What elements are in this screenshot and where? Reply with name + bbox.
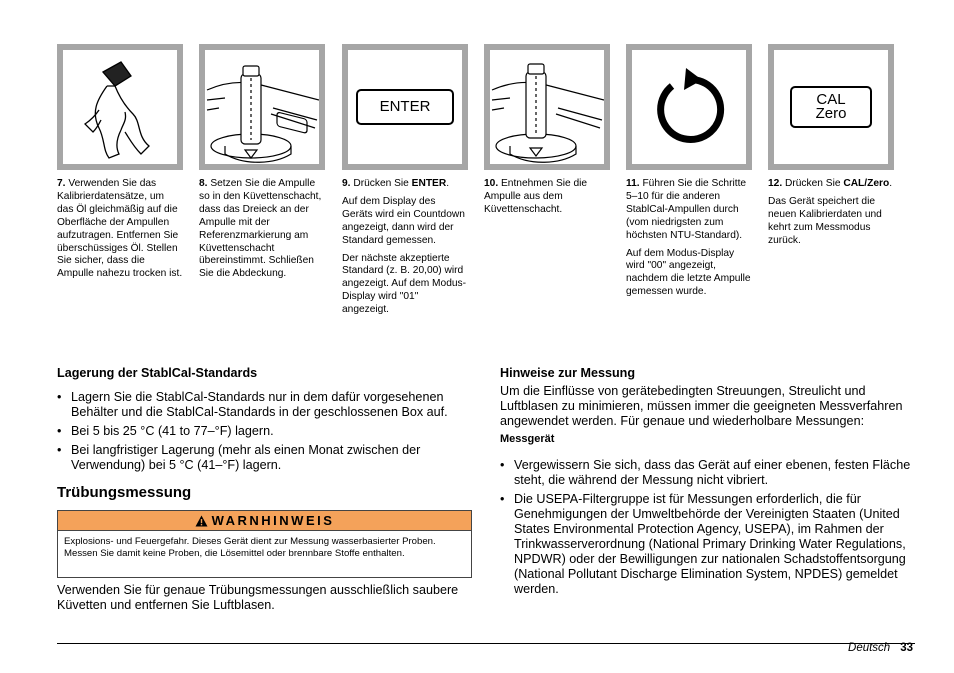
footer-rule [57, 643, 915, 644]
step-12-key: CAL/Zero [843, 178, 890, 189]
step-11-number: 11. [626, 178, 640, 189]
step-7-number: 7. [57, 178, 66, 189]
storage-item-2: • Bei 5 bis 25 °C (41 to 77–°F) lagern. [57, 424, 477, 439]
storage-item-1: • Lagern Sie die StablCal-Standards nur in dem dafür vorgesehenen Behälter und die StablCal-Standards in der geschlossenen Box auf. [57, 390, 477, 420]
warning-title: WARNHINWEIS [211, 513, 335, 528]
step-11-text-2: Auf dem Modus-Display wird "00" angezeigt, nachdem die letzte Ampulle gemessen wurde. [626, 247, 751, 298]
step-10-number: 10. [484, 178, 499, 189]
notes-heading: Hinweise zur Messung [500, 366, 636, 380]
step-9-post: . [446, 178, 450, 189]
warning-triangle-icon [195, 515, 208, 527]
device-list [500, 458, 920, 601]
storage-item-3: • Bei langfristiger Lagerung (mehr als einen Monat zwischen der Verwendung) bei 5 °C (41–°F) lagern. [57, 443, 477, 473]
step-7-illustration [57, 44, 183, 170]
footer [848, 642, 913, 654]
step-9 [342, 44, 468, 322]
step-12-post: . [889, 178, 893, 189]
cal-zero-key-icon [790, 86, 872, 128]
device-item-1: • Vergewissern Sie sich, dass das Gerät auf einer ebenen, festen Fläche steht, die während der Messung nicht vibriert. [500, 458, 920, 488]
page-number: 33 [900, 642, 913, 654]
storage-list [57, 390, 477, 477]
step-12-illustration [768, 44, 894, 170]
step-10-illustration [484, 44, 610, 170]
step-12-pre: Drücken Sie [785, 178, 844, 189]
step-9-illustration [342, 44, 468, 170]
step-12-text: Das Gerät speichert die neuen Kalibrierdaten und kehrt zum Messmodus zurück. [768, 195, 882, 246]
step-12-number: 12. [768, 178, 783, 189]
step-9-number: 9. [342, 178, 351, 189]
warning-text: Explosions- und Feuergefahr. Dieses Gerät dient zur Messung wasserbasierter Proben. Messen Sie damit keine Proben, die Lösemittel oder brennbare Stoffe enthalten. [64, 536, 436, 560]
step-11-illustration [626, 44, 752, 170]
step-7-text: Verwenden Sie das Kalibrierdatensätze, um das Öl gleichmäßig auf die Oberfläche der Ampullen aufzutragen. Entfernen Sie überschüssiges Öl. Stellen Sie sicher, dass die Ampulle nahezu trocken ist. [57, 178, 183, 280]
enter-key-icon: ENTER [356, 89, 454, 125]
cloth-ampoule-icon [63, 50, 177, 164]
warning-box [57, 510, 472, 578]
step-10 [484, 44, 610, 222]
insert-ampoule-icon [205, 50, 319, 164]
section-heading: Trübungsmessung [57, 484, 192, 501]
footer-language: Deutsch [848, 642, 891, 654]
zero-key-label: Zero [815, 105, 847, 122]
step-8-illustration [199, 44, 325, 170]
step-9-pre: Drücken Sie [353, 178, 412, 189]
device-heading: Messgerät [500, 433, 555, 445]
step-8 [199, 44, 325, 286]
repeat-icon [632, 50, 746, 164]
step-11-text-1: Führen Sie die Schritte 5–10 für die anderen StablCal-Ampullen durch (vom niedrigsten zum höchsten NTU-Standard). [626, 178, 747, 241]
step-10-text: Entnehmen Sie die Ampulle aus dem Küvettenschacht. [484, 178, 588, 215]
remove-ampoule-icon [490, 50, 604, 164]
step-11 [626, 44, 752, 304]
storage-heading: Lagerung der StablCal-Standards [57, 366, 258, 380]
cal-key-label: CAL [816, 91, 846, 108]
after-warning-text: Verwenden Sie für genaue Trübungsmessungen ausschließlich saubere Küvetten und entfernen Sie Luftblasen. [57, 583, 459, 612]
step-8-number: 8. [199, 178, 208, 189]
step-8-text: Setzen Sie die Ampulle so in den Küvettenschacht, dass das Dreieck an der Ampulle mit der Referenzmarkierung am Küvettenschacht übereinstimmt. Schließen Sie die Abdeckung. [199, 178, 322, 280]
step-9-text-1: Auf dem Display des Geräts wird ein Countdown angezeigt, dann wird der Standard gemessen. [342, 195, 465, 246]
step-7 [57, 44, 183, 286]
step-9-text-2: Der nächste akzeptierte Standard (z. B. 20,00) wird angezeigt. Auf dem Modus-Display wird "01" angezeigt. [342, 252, 467, 316]
notes-text: Um die Einflüsse von gerätebedingten Streuungen, Streulicht und Luftblasen zu minimieren, müssen immer die geeigneten Messverfahren angewendet werden. Für genaue und wiederholbare Messungen: [500, 384, 903, 428]
step-9-key: ENTER [411, 178, 447, 189]
device-item-2: • Die USEPA-Filtergruppe ist für Messungen erforderlich, die für Genehmigungen der Umweltbehörde der Vereinigten Staaten (United States Environmental Protection Agency, USEPA), im Rahmen der Trinkwasserverordnung (National Primary Drinking Water Regulations, NPDWR) oder der Bewilligungen zur nationalen Schadstoffentsorgung (National Pollutant Discharge Elimination System, NPDES) gemeldet werden. [500, 492, 920, 597]
warning-header [58, 511, 471, 531]
step-12 [768, 44, 894, 253]
